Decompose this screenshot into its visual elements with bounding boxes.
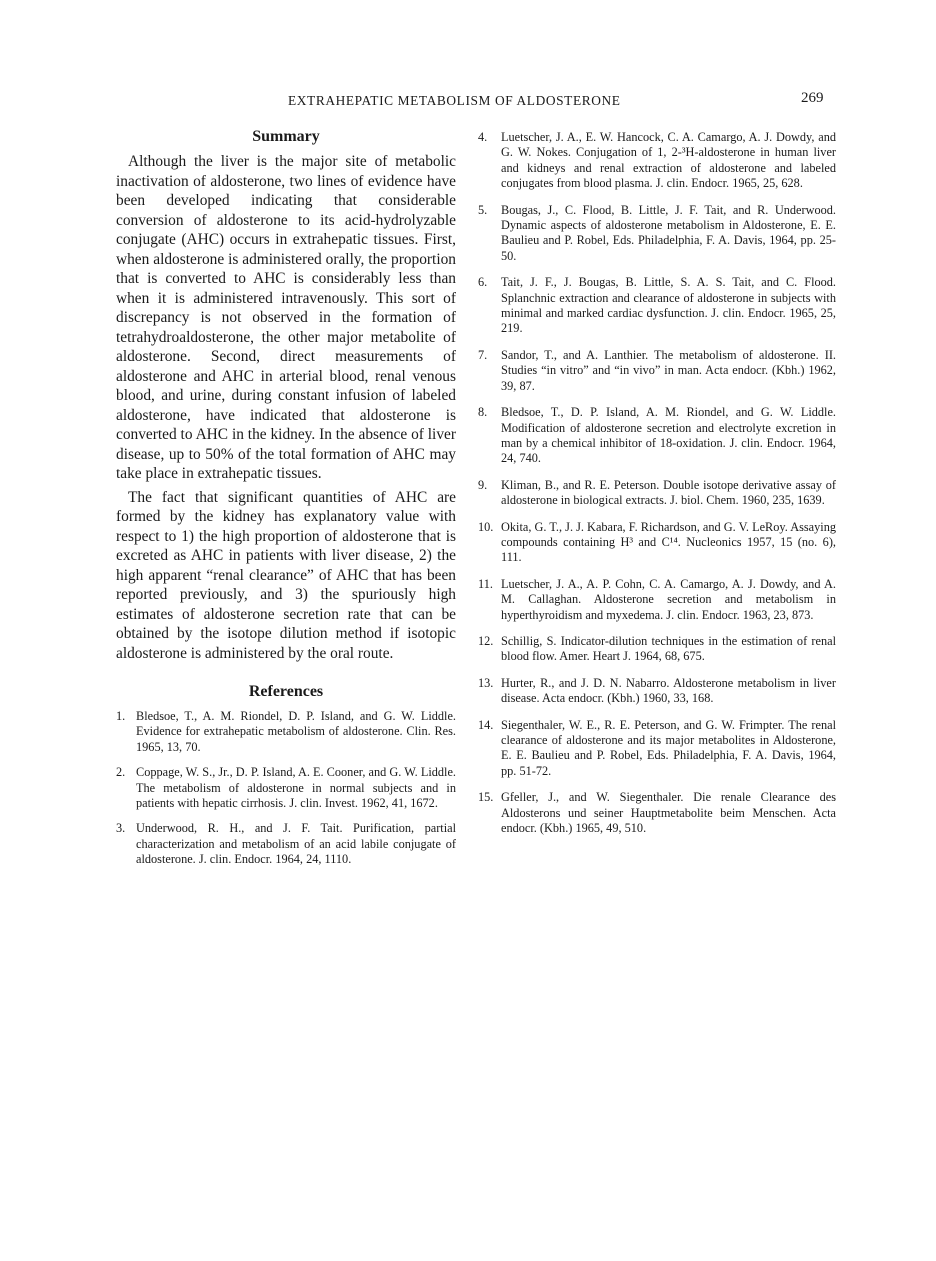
reference-number: 6.: [478, 275, 488, 290]
reference-text: Tait, J. F., J. Bougas, B. Little, S. A. S. Tait, and C. Flood. Splanchnic extraction and clearance of aldosterone in subjects with minimal and marked cardiac dysfunction. J. clin. Endocr. 1965, 25, 219.: [501, 275, 836, 336]
reference-item-8: [478, 405, 836, 467]
page-number: 269: [801, 90, 824, 106]
reference-list-left: [116, 709, 456, 868]
reference-number: 10.: [478, 519, 494, 534]
reference-item-5: [478, 203, 836, 265]
reference-text: Underwood, R. H., and J. F. Tait. Purification, partial characterization and metabolism of an acid labile conjugate of aldosterone. J. clin. Endocr. 1964, 24, 1110.: [136, 821, 456, 867]
reference-text: Sandor, T., and A. Lanthier. The metabolism of aldosterone. II. Studies “in vitro” and “in vivo” in man. Acta endocr. (Kbh.) 1962, 39, 87.: [501, 347, 836, 393]
reference-number: 3.: [116, 821, 126, 836]
reference-text: Gfeller, J., and W. Siegenthaler. Die renale Clearance des Aldosterons und seiner Hauptmetabolite beim Menschen. Acta endocr. (Kbh.) 1965, 49, 510.: [501, 790, 836, 836]
reference-number: 14.: [478, 717, 494, 732]
reference-item-3: [116, 821, 456, 867]
right-column: [478, 130, 836, 847]
reference-number: 12.: [478, 633, 494, 648]
reference-item-11: [478, 577, 836, 623]
references-heading: References: [248, 683, 324, 700]
reference-item-1: [116, 709, 456, 755]
summary-paragraph-2: The fact that significant quantities of AHC are formed by the kidney has explanatory value with respect to 1) the high proportion of aldosterone that is excreted as AHC in patients with liver disease, 2) the high apparent “renal clearance” of AHC that has been reported previously, and 3) the spuriously high estimates of aldosterone secretion rate that can be obtained by the isotope dilution method if isotopic aldosterone is administered by the oral route.: [116, 488, 456, 662]
reference-text: Hurter, R., and J. D. N. Nabarro. Aldosterone metabolism in liver disease. Acta endocr. (Kbh.) 1960, 33, 168.: [501, 675, 836, 706]
reference-item-14: [478, 718, 836, 780]
reference-text: Luetscher, J. A., A. P. Cohn, C. A. Camargo, A. J. Dowdy, and A. M. Callaghan. Aldosterone secretion and metabolism in hyperthyroidism and myxedema. J. clin. Endocr. 1963, 23, 873.: [501, 576, 836, 622]
reference-item-7: [478, 348, 836, 394]
reference-text: Coppage, W. S., Jr., D. P. Island, A. E. Cooner, and G. W. Liddle. The metabolism of aldosterone in normal subjects and in patients with hepatic cirrhosis. J. clin. Invest. 1962, 41, 1672.: [136, 765, 456, 811]
reference-item-4: [478, 130, 836, 192]
reference-number: 13.: [478, 675, 494, 690]
reference-text: Bougas, J., C. Flood, B. Little, J. F. Tait, and R. Underwood. Dynamic aspects of aldosterone metabolism in Aldosterone, E. E. Baulieu and P. Robel, Eds. Philadelphia, F. A. Davis, 1964, pp. 25-50.: [501, 202, 836, 263]
left-column: [116, 128, 456, 878]
reference-number: 15.: [478, 790, 494, 805]
reference-number: 7.: [478, 347, 488, 362]
reference-item-9: [478, 478, 836, 509]
reference-number: 9.: [478, 477, 488, 492]
reference-list-right: [478, 130, 836, 836]
reference-item-12: [478, 634, 836, 665]
reference-item-2: [116, 765, 456, 811]
reference-text: Bledsoe, T., A. M. Riondel, D. P. Island, and G. W. Liddle. Evidence for extrahepatic metabolism of aldosterone. Clin. Res. 1965, 13, 70.: [136, 709, 456, 754]
reference-text: Kliman, B., and R. E. Peterson. Double isotope derivative assay of aldosterone in biological extracts. J. biol. Chem. 1960, 235, 1639.: [501, 477, 836, 508]
summary-paragraph-1: Although the liver is the major site of metabolic inactivation of aldosterone, two lines of evidence have been developed indicating that considerable conversion of aldosterone to its acid-hydrolyzable conjugate (AHC) occurs in extrahepatic tissues. First, when aldosterone is administered orally, the proportion that is converted to AHC is considerably less than when it is administered intravenously. This sort of discrepancy is not observed in the formation of tetrahydroaldosterone, the other major metabolite of aldosterone. Second, direct measurements of aldosterone and AHC in arterial blood, renal venous blood, and urine, during constant infusion of labeled aldosterone, have indicated that aldosterone is converted to AHC in the kidney. In the absence of liver disease, up to 50% of the total formation of AHC may take place in extrahepatic tissues.: [116, 153, 456, 482]
reference-number: 2.: [116, 765, 126, 780]
summary-heading: Summary: [252, 128, 320, 145]
reference-number: 8.: [478, 405, 488, 420]
reference-number: 1.: [116, 709, 126, 723]
reference-item-15: [478, 790, 836, 836]
reference-text: Bledsoe, T., D. P. Island, A. M. Riondel, and G. W. Liddle. Modification of aldosterone secretion and electrolyte excretion in man by a chemical inhibitor of 18-oxidation. J. clin. Endocr. 1964, 24, 740.: [501, 405, 836, 466]
running-title: EXTRAHEPATIC METABOLISM OF ALDOSTERONE: [288, 93, 621, 108]
reference-item-10: [478, 520, 836, 566]
reference-item-6: [478, 275, 836, 337]
reference-number: 11.: [478, 576, 493, 591]
reference-item-13: [478, 676, 836, 707]
reference-text: Schillig, S. Indicator-dilution techniques in the estimation of renal blood flow. Amer. Heart J. 1964, 68, 675.: [501, 633, 836, 664]
reference-number: 5.: [478, 202, 488, 217]
reference-text: Okita, G. T., J. J. Kabara, F. Richardson, and G. V. LeRoy. Assaying compounds containing H³ and C¹⁴. Nucleonics 1957, 15 (no. 6), 111.: [501, 519, 836, 565]
reference-text: Luetscher, J. A., E. W. Hancock, C. A. Camargo, A. J. Dowdy, and G. W. Nokes. Conjugation of 1, 2-³H-aldosterone in human liver and kidneys and renal extraction of aldosterone and labeled conjugates from blood plasma. J. clin. Endocr. 1965, 25, 628.: [501, 130, 836, 191]
reference-number: 4.: [478, 130, 488, 144]
reference-text: Siegenthaler, W. E., R. E. Peterson, and G. W. Frimpter. The renal clearance of aldosterone and its major metabolites in Aldosterone, E. E. Baulieu and P. Robel, Eds. Philadelphia, F. A. Davis, 1964, pp. 51-72.: [501, 717, 836, 778]
